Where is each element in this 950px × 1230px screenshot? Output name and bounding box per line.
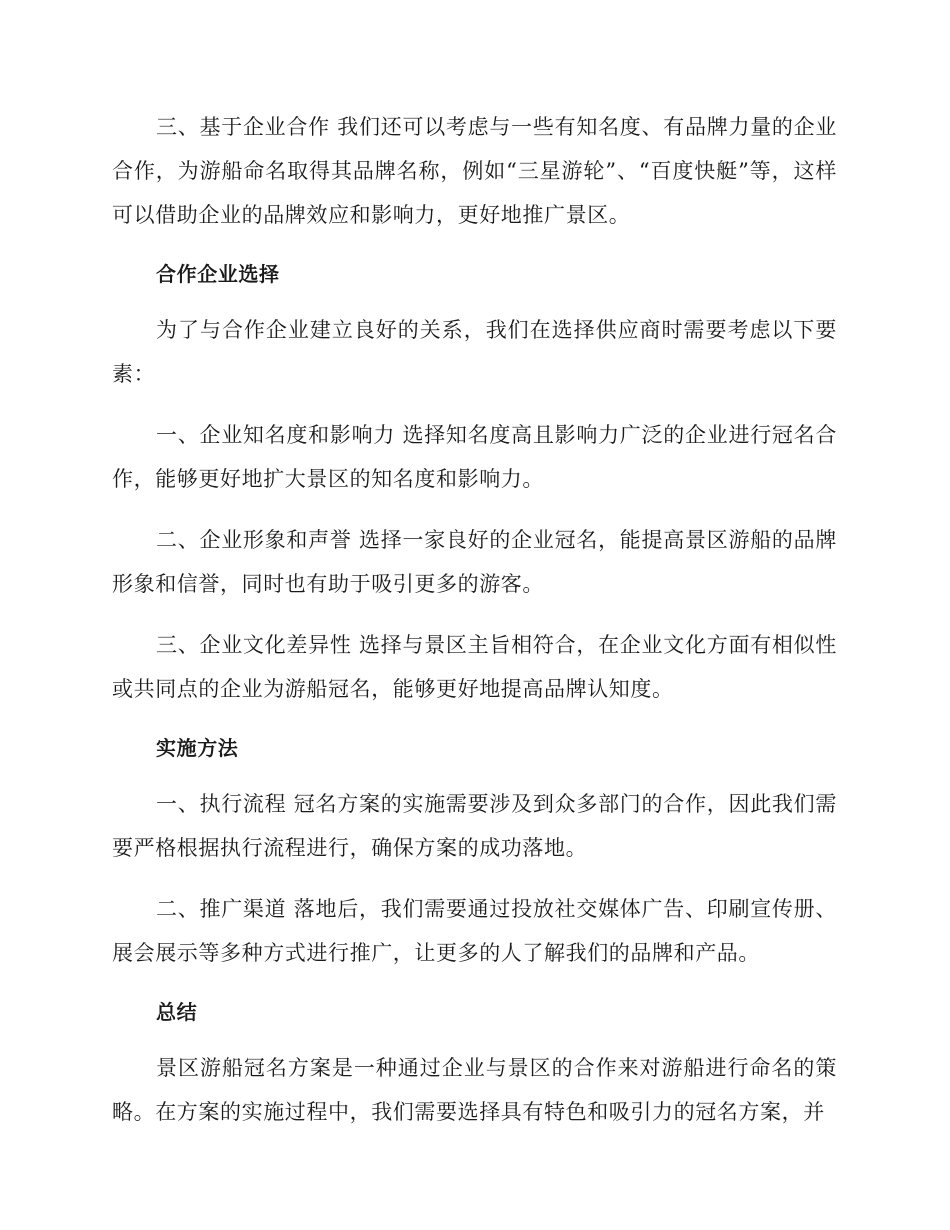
heading-summary: 总结: [156, 1000, 198, 1024]
heading-partner-selection: 合作企业选择: [156, 262, 280, 286]
paragraph-process: 一、执行流程 冠名方案的实施需要涉及到众多部门的合作，因此我们需要严格根据执行流程进行，确保方案的成功落地。: [112, 792, 837, 860]
paragraph-factor-culture: 三、企业文化差异性 选择与景区主旨相符合，在企业文化方面有相似性或共同点的企业为游船冠名，能够更好地提高品牌认知度。: [112, 633, 837, 701]
heading-implementation: 实施方法: [156, 736, 239, 760]
paragraph-factor-reputation: 一、企业知名度和影响力 选择知名度高且影响力广泛的企业进行冠名合作，能够更好地扩大景区的知名度和影响力。: [112, 423, 837, 491]
paragraph-selection-intro: 为了与合作企业建立良好的关系，我们在选择供应商时需要考虑以下要素：: [112, 318, 837, 386]
paragraph-summary: 景区游船冠名方案是一种通过企业与景区的合作来对游船进行命名的策略。在方案的实施过程中，我们需要选择具有特色和吸引力的冠名方案，并: [112, 1056, 837, 1124]
paragraph-factor-image: 二、企业形象和声誉 选择一家良好的企业冠名，能提高景区游船的品牌形象和信誉，同时也有助于吸引更多的游客。: [112, 528, 837, 596]
paragraph-enterprise-cooperation: 三、基于企业合作 我们还可以考虑与一些有知名度、有品牌力量的企业合作，为游船命名取得其品牌名称，例如“三星游轮”、“百度快艇”等，这样可以借助企业的品牌效应和影响力，更好地推广景区。: [112, 115, 837, 227]
document-page: [112, 105, 837, 1151]
paragraph-channels: 二、推广渠道 落地后，我们需要通过投放社交媒体广告、印刷宣传册、展会展示等多种方式进行推广，让更多的人了解我们的品牌和产品。: [112, 897, 837, 965]
